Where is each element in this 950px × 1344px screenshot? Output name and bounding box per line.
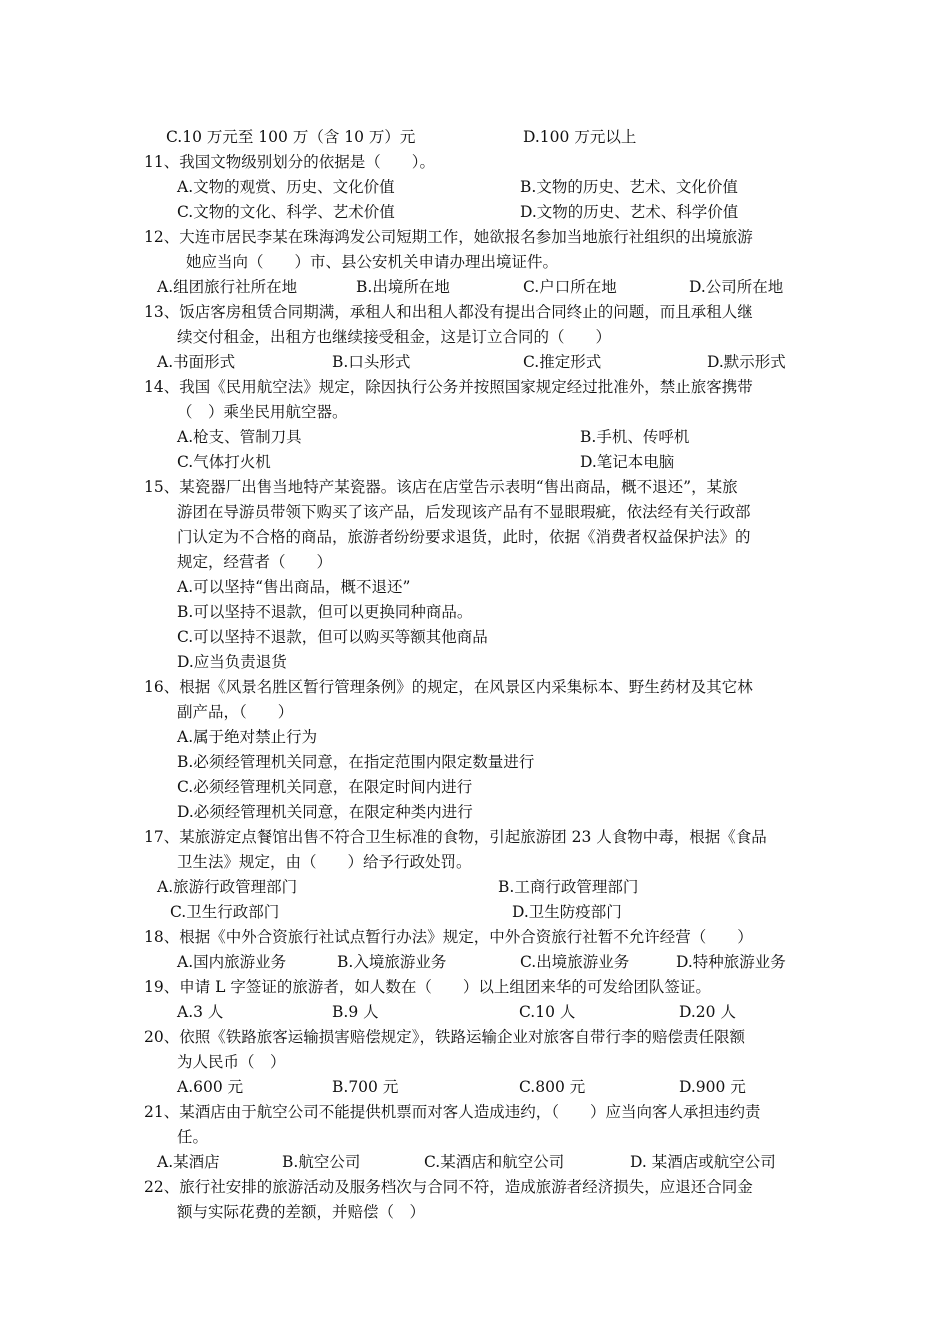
q13-stem-line2: 续交付租金，出租方也继续接受租金，这是订立合同的（ ） [177, 328, 612, 346]
q16-option-a: A.属于绝对禁止行为 [177, 728, 318, 746]
q13-option-c: C.推定形式 [523, 353, 602, 371]
q12-stem-line1: 12、大连市居民李某在珠海鸿发公司短期工作，她欲报名参加当地旅行社组织的出境旅游 [144, 228, 753, 246]
q16-option-c: C.必须经管理机关同意，在限定时间内进行 [177, 778, 473, 796]
q17-option-c: C.卫生行政部门 [170, 903, 280, 921]
q18-option-a: A.国内旅游业务 [177, 953, 287, 971]
q19-option-d: D.20 人 [679, 1003, 736, 1021]
q10-option-d: D.100 万元以上 [523, 128, 637, 146]
q13-option-d: D.默示形式 [707, 353, 786, 371]
q15-option-a: A.可以坚持“售出商品，概不退还” [177, 578, 411, 596]
q17-option-b: B.工商行政管理部门 [498, 878, 639, 896]
q20-option-a: A.600 元 [177, 1078, 244, 1096]
q15-stem-line3: 门认定为不合格的商品，旅游者纷纷要求退货，此时，依据《消费者权益保护法》的 [177, 528, 751, 546]
q11-option-b: B.文物的历史、艺术、文化价值 [520, 178, 738, 196]
q18-option-c: C.出境旅游业务 [520, 953, 630, 971]
q11-stem: 11、我国文物级别划分的依据是（ ）。 [144, 153, 435, 171]
q11-option-c: C.文物的文化、科学、艺术价值 [177, 203, 395, 221]
q20-stem-line2: 为人民币（ ） [177, 1053, 286, 1071]
q15-stem-line1: 15、某瓷器厂出售当地特产某瓷器。该店在店堂告示表明“售出商品，概不退还”，某旅 [144, 478, 738, 496]
q18-stem: 18、根据《中外合资旅行社试点暂行办法》规定，中外合资旅行社暂不允许经营（ ） [144, 928, 753, 946]
q17-stem-line2: 卫生法》规定，由（ ）给予行政处罚。 [177, 853, 472, 871]
q21-stem-line1: 21、某酒店由于航空公司不能提供机票而对客人造成违约，（ ）应当向客人承担违约责 [144, 1103, 761, 1121]
q16-stem-line2: 副产品，（ ） [177, 703, 294, 721]
q20-stem-line1: 20、依照《铁路旅客运输损害赔偿规定》，铁路运输企业对旅客自带行李的赔偿责任限额 [144, 1028, 745, 1046]
q22-stem-line2: 额与实际花费的差额，并赔偿（ ） [177, 1203, 426, 1221]
q19-option-b: B.9 人 [332, 1003, 379, 1021]
q21-option-c: C.某酒店和航空公司 [424, 1153, 565, 1171]
q10-option-c: C.10 万元至 100 万（含 10 万）元 [166, 128, 416, 146]
q18-option-d: D.特种旅游业务 [676, 953, 786, 971]
q16-option-b: B.必须经管理机关同意，在指定范围内限定数量进行 [177, 753, 535, 771]
q17-option-d: D.卫生防疫部门 [512, 903, 622, 921]
q21-option-d: D. 某酒店或航空公司 [630, 1153, 776, 1171]
q20-option-b: B.700 元 [332, 1078, 399, 1096]
q14-stem-line1: 14、我国《民用航空法》规定，除因执行公务并按照国家规定经过批准外，禁止旅客携带 [144, 378, 753, 396]
q21-option-b: B.航空公司 [282, 1153, 361, 1171]
q13-stem-line1: 13、饭店客房租赁合同期满，承租人和出租人都没有提出合同终止的问题，而且承租人继 [144, 303, 753, 321]
q12-option-a: A.组团旅行社所在地 [157, 278, 298, 296]
q16-stem-line1: 16、根据《风景名胜区暂行管理条例》的规定，在风景区内采集标本、野生药材及其它林 [144, 678, 753, 696]
q17-stem-line1: 17、某旅游定点餐馆出售不符合卫生标准的食物，引起旅游团 23 人食物中毒，根据《食品 [144, 828, 767, 846]
q13-option-a: A.书面形式 [157, 353, 236, 371]
q12-option-c: C.户口所在地 [523, 278, 617, 296]
q16-option-d: D.必须经管理机关同意，在限定种类内进行 [177, 803, 473, 821]
q20-option-c: C.800 元 [519, 1078, 586, 1096]
q14-stem-line2: （ ）乘坐民用航空器。 [177, 403, 348, 421]
q12-option-d: D.公司所在地 [689, 278, 784, 296]
q14-option-c: C.气体打火机 [177, 453, 271, 471]
q15-stem-line4: 规定，经营者（ ） [177, 553, 333, 571]
q21-option-a: A.某酒店 [157, 1153, 220, 1171]
q19-option-a: A.3 人 [177, 1003, 224, 1021]
q14-option-d: D.笔记本电脑 [580, 453, 675, 471]
q22-stem-line1: 22、旅行社安排的旅游活动及服务档次与合同不符，造成旅游者经济损失，应退还合同金 [144, 1178, 753, 1196]
q12-stem-line2: 她应当向（ ）市、县公安机关申请办理出境证件。 [186, 253, 559, 271]
q21-stem-line2: 任。 [177, 1128, 209, 1146]
q20-option-d: D.900 元 [679, 1078, 746, 1096]
q19-option-c: C.10 人 [519, 1003, 576, 1021]
q19-stem: 19、申请 L 字签证的旅游者，如人数在（ ）以上组团来华的可发给团队签证。 [144, 978, 711, 996]
q17-option-a: A.旅游行政管理部门 [157, 878, 298, 896]
q15-option-d: D.应当负责退货 [177, 653, 287, 671]
q15-option-b: B.可以坚持不退款，但可以更换同种商品。 [177, 603, 473, 621]
q18-option-b: B.入境旅游业务 [337, 953, 447, 971]
q11-option-a: A.文物的观赏、历史、文化价值 [177, 178, 395, 196]
q15-option-c: C.可以坚持不退款，但可以购买等额其他商品 [177, 628, 488, 646]
q15-stem-line2: 游团在导游员带领下购买了该产品，后发现该产品有不显眼瑕疵，依法经有关行政部 [177, 503, 751, 521]
q13-option-b: B.口头形式 [332, 353, 411, 371]
q11-option-d: D.文物的历史、艺术、科学价值 [520, 203, 739, 221]
q14-option-b: B.手机、传呼机 [580, 428, 690, 446]
q12-option-b: B.出境所在地 [356, 278, 450, 296]
q14-option-a: A.枪支、管制刀具 [177, 428, 302, 446]
